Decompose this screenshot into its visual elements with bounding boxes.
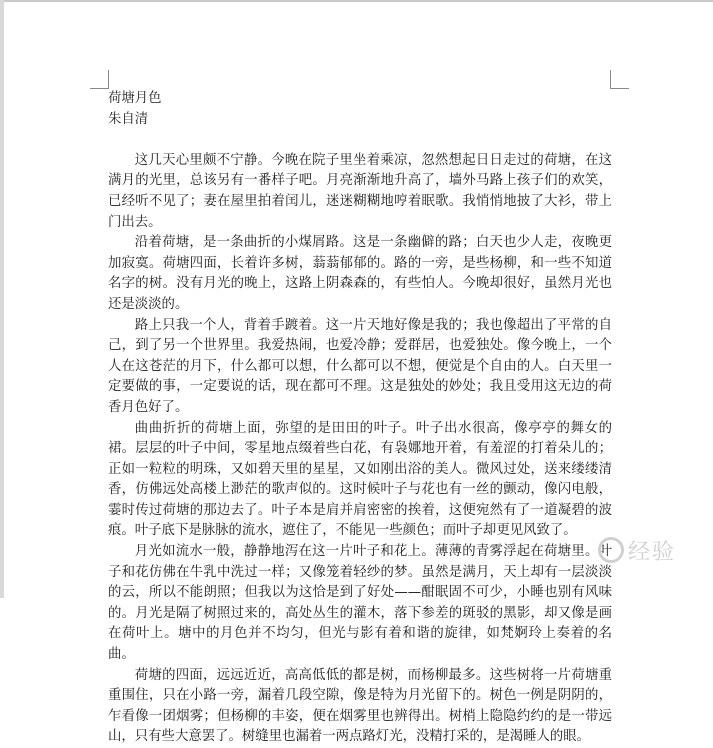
paragraph: 曲曲折折的荷塘上面，弥望的是田田的叶子。叶子出水很高，像亭亭的舞女的裙。层层的叶子中间，零星地点缀着些白花，有袅娜地开着，有羞涩的打着朵儿的；正如一粒粒的明珠，又如碧天里的星星，又如刚出浴的美人。微风过处，送来缕缕清香，仿佛远处高楼上渺茫的歌声似的。这时候叶子与花也有一丝的颤动，像闪电般，霎时传过荷塘的那边去了。叶子本是肩并肩密密的挨着，这便宛然有了一道凝碧的波痕。叶子底下是脉脉的流水，遮住了，不能见一些颜色；而叶子却更见风致了。 (108, 420, 612, 539)
window-left-border (0, 0, 4, 598)
document-body[interactable] (108, 89, 612, 748)
document-title: 荷塘月色 (108, 91, 162, 106)
watermark-text: 经验 (628, 539, 677, 565)
paragraph: 这几天心里颇不宁静。今晚在院子里坐着乘凉，忽然想起日日走过的荷塘，在这满月的光里，总该另有一番样子吧。月亮渐渐地升高了，墙外马路上孩子们的欢笑，已经听不见了；妻在屋里拍着闰儿，迷迷糊糊地哼着眠歌。我悄悄地披了大衫，带上门出去。 (108, 152, 612, 230)
margin-corner-mark-left (90, 70, 109, 89)
paragraph: 月光如流水一般，静静地泻在这一片叶子和花上。薄薄的青雾浮起在荷塘里。叶子和花仿佛在牛乳中洗过一样；又像笼着轻纱的梦。虽然是满月，天上却有一层淡淡的云，所以不能朗照；但我以为这恰是到了好处——酣眠固不可少，小睡也别有风味的。月光是隔了树照过来的，高处丛生的灌木，落下参差的斑驳的黑影，却又像是画在荷叶上。塘中的月色并不均匀，但光与影有着和谐的旋律，如梵婀玲上奏着的名曲。 (108, 544, 612, 663)
document-author: 朱自清 (108, 111, 149, 127)
blank-line (108, 130, 612, 151)
watermark (598, 528, 710, 572)
paragraph: 荷塘的四面，远远近近，高高低低的都是树，而杨柳最多。这些树将一片荷塘重重围住，只在小路一旁，漏着几段空隙，像是特为月光留下的。树色一例是阴阴的，乍看像一团烟雾；但杨柳的丰姿，便在烟雾里也辨得出。树梢上隐隐约约的是一带远山，只有些大意罢了。树缝里也漏着一两点路灯光，没精打采的，是渴睡人的眼。 (108, 667, 612, 745)
paragraph: 路上只我一个人，背着手踱着。这一片天地好像是我的；我也像超出了平常的自己，到了另一个世界里。我爱热闹，也爱冷静；爱群居，也爱独处。像今晚上，一个人在这苍茫的月下，什么都可以想，什么都可以不想，便觉是个自由的人。白天里一定要做的事，一定要说的话，现在都可不理。这是独处的妙处；我且受用这无边的荷香月色好了。 (108, 317, 612, 415)
watermark-logo-icon (598, 537, 624, 563)
paragraph: 沿着荷塘，是一条曲折的小煤屑路。这是一条幽僻的路；白天也少人走，夜晚更加寂寞。荷塘四面，长着许多树，蓊蓊郁郁的。路的一旁，是些杨柳，和一些不知道名字的树。没有月光的晚上，这路上阴森森的，有些怕人。今晚却很好，虽然月光也还是淡淡的。 (108, 235, 612, 312)
margin-corner-mark-right (610, 70, 629, 89)
window-top-border (0, 0, 713, 2)
